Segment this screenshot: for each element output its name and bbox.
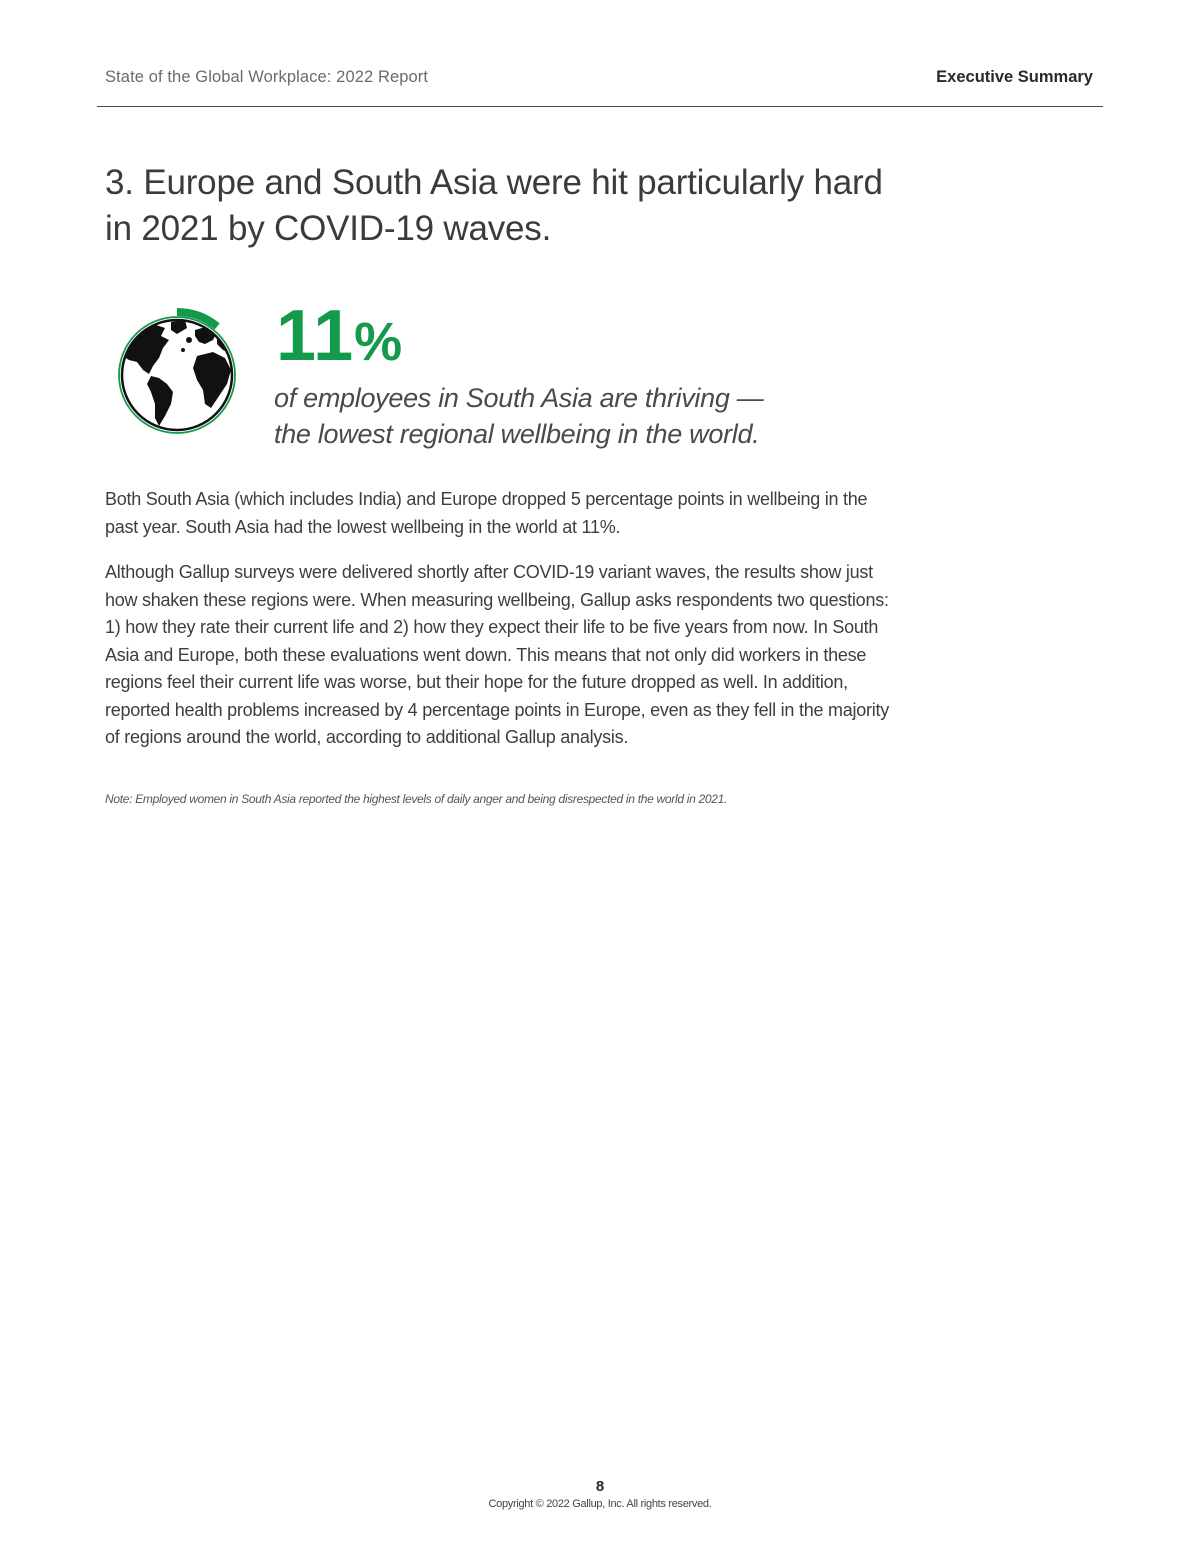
page-header: [97, 64, 1103, 107]
report-title: State of the Global Workplace: 2022 Report: [105, 68, 429, 86]
page-number: 8: [595, 1478, 605, 1495]
body-paragraph: Although Gallup surveys were delivered shortly after COVID-19 variant waves, the results show just how shaken these regions were. When measuring wellbeing, Gallup asks respondents two questions: 1) how they rate their current life and 2) how they expect their life to be five years from now. In South Asia and Europe, both these evaluations went down. This means that not only did workers in these regions feel their current life was worse, but their hope for the future dropped as well. In addition, reported health problems increased by 4 percentage points in Europe, even as they fell in the majority of regions around the world, according to additional Gallup analysis.: [105, 562, 889, 747]
globe-icon: [113, 300, 243, 440]
section-title: Executive Summary: [936, 68, 1093, 86]
copyright: Copyright © 2022 Gallup, Inc. All rights reserved.: [488, 1498, 712, 1510]
stat-number: 11: [276, 296, 355, 376]
globe-illustration: [113, 300, 243, 440]
stat-value: [276, 296, 403, 382]
stat-caption-line2: the lowest regional wellbeing in the world.: [274, 419, 760, 449]
stat-caption-line1: of employees in South Asia are thriving —: [274, 383, 764, 413]
stat-caption: [274, 380, 834, 452]
stat-unit: %: [354, 312, 404, 372]
globe-body: [122, 320, 235, 430]
body-paragraph: Both South Asia (which includes India) and Europe dropped 5 percentage points in wellbeing in the past year. South Asia had the lowest wellbeing in the world at 11%.: [105, 489, 868, 537]
footnote: Note: Employed women in South Asia reported the highest levels of daily anger and being disrespected in the world in 2021.: [105, 792, 728, 806]
page-title: 3. Europe and South Asia were hit particularly hard in 2021 by COVID-19 waves.: [105, 163, 883, 248]
